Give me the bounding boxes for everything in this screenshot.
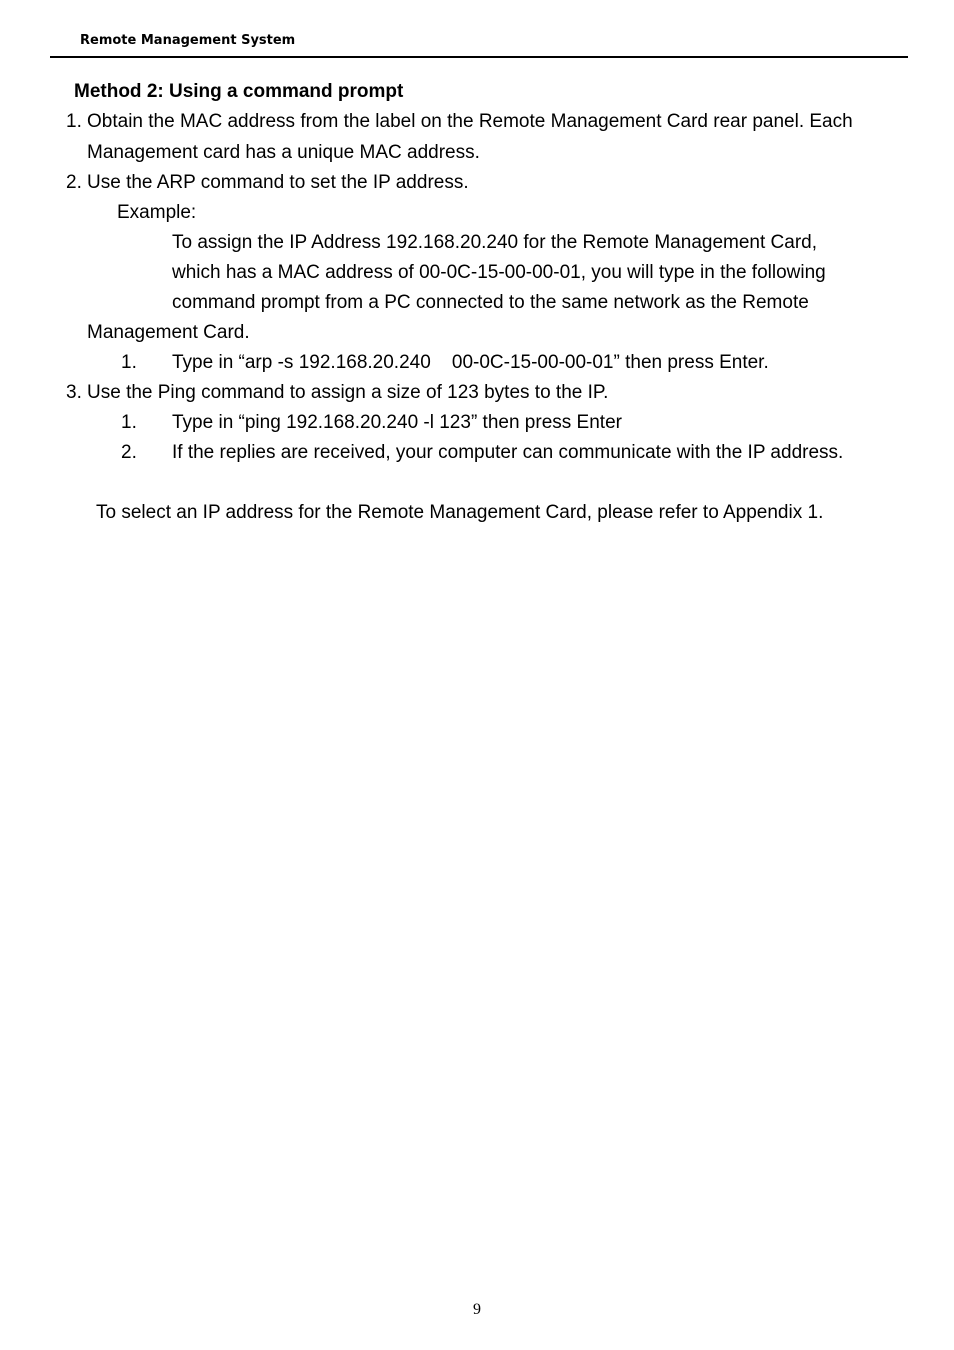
header-title: Remote Management System	[80, 33, 296, 48]
section-heading: Method 2: Using a command prompt	[74, 81, 404, 102]
step-3-substep-2-text: If the replies are received, your computer can communicate with the IP address.	[172, 442, 844, 463]
step-2-number: 2.	[66, 172, 82, 193]
example-text-line-4: Management Card.	[87, 322, 250, 343]
appendix-note: To select an IP address for the Remote Management Card, please refer to Appendix 1.	[96, 502, 824, 523]
page-number: 9	[473, 1301, 481, 1318]
example-label: Example:	[117, 202, 197, 223]
step-2-text: Use the ARP command to set the IP address.	[87, 172, 469, 193]
example-text-line-3: command prompt from a PC connected to the same network as the Remote	[172, 292, 809, 313]
step-3-substep-1-number: 1.	[121, 412, 137, 433]
header-divider	[50, 56, 908, 58]
step-1-text-line-2: Management card has a unique MAC address.	[87, 142, 480, 163]
step-1-text-line-1: Obtain the MAC address from the label on the Remote Management Card rear panel. Each	[87, 111, 853, 132]
step-3-number: 3.	[66, 382, 82, 403]
step-3-substep-2-number: 2.	[121, 442, 137, 463]
step-2-substep-1-text: Type in “arp -s 192.168.20.240 00-0C-15-00-00-01” then press Enter.	[172, 352, 769, 373]
example-text-line-1: To assign the IP Address 192.168.20.240 for the Remote Management Card,	[172, 232, 817, 253]
step-1-number: 1.	[66, 111, 82, 132]
step-2-substep-1-number: 1.	[121, 352, 137, 373]
example-text-line-2: which has a MAC address of 00-0C-15-00-00-01, you will type in the following	[172, 262, 826, 283]
step-3-text: Use the Ping command to assign a size of 123 bytes to the IP.	[87, 382, 609, 403]
step-3-substep-1-text: Type in “ping 192.168.20.240 -l 123” then press Enter	[172, 412, 622, 433]
